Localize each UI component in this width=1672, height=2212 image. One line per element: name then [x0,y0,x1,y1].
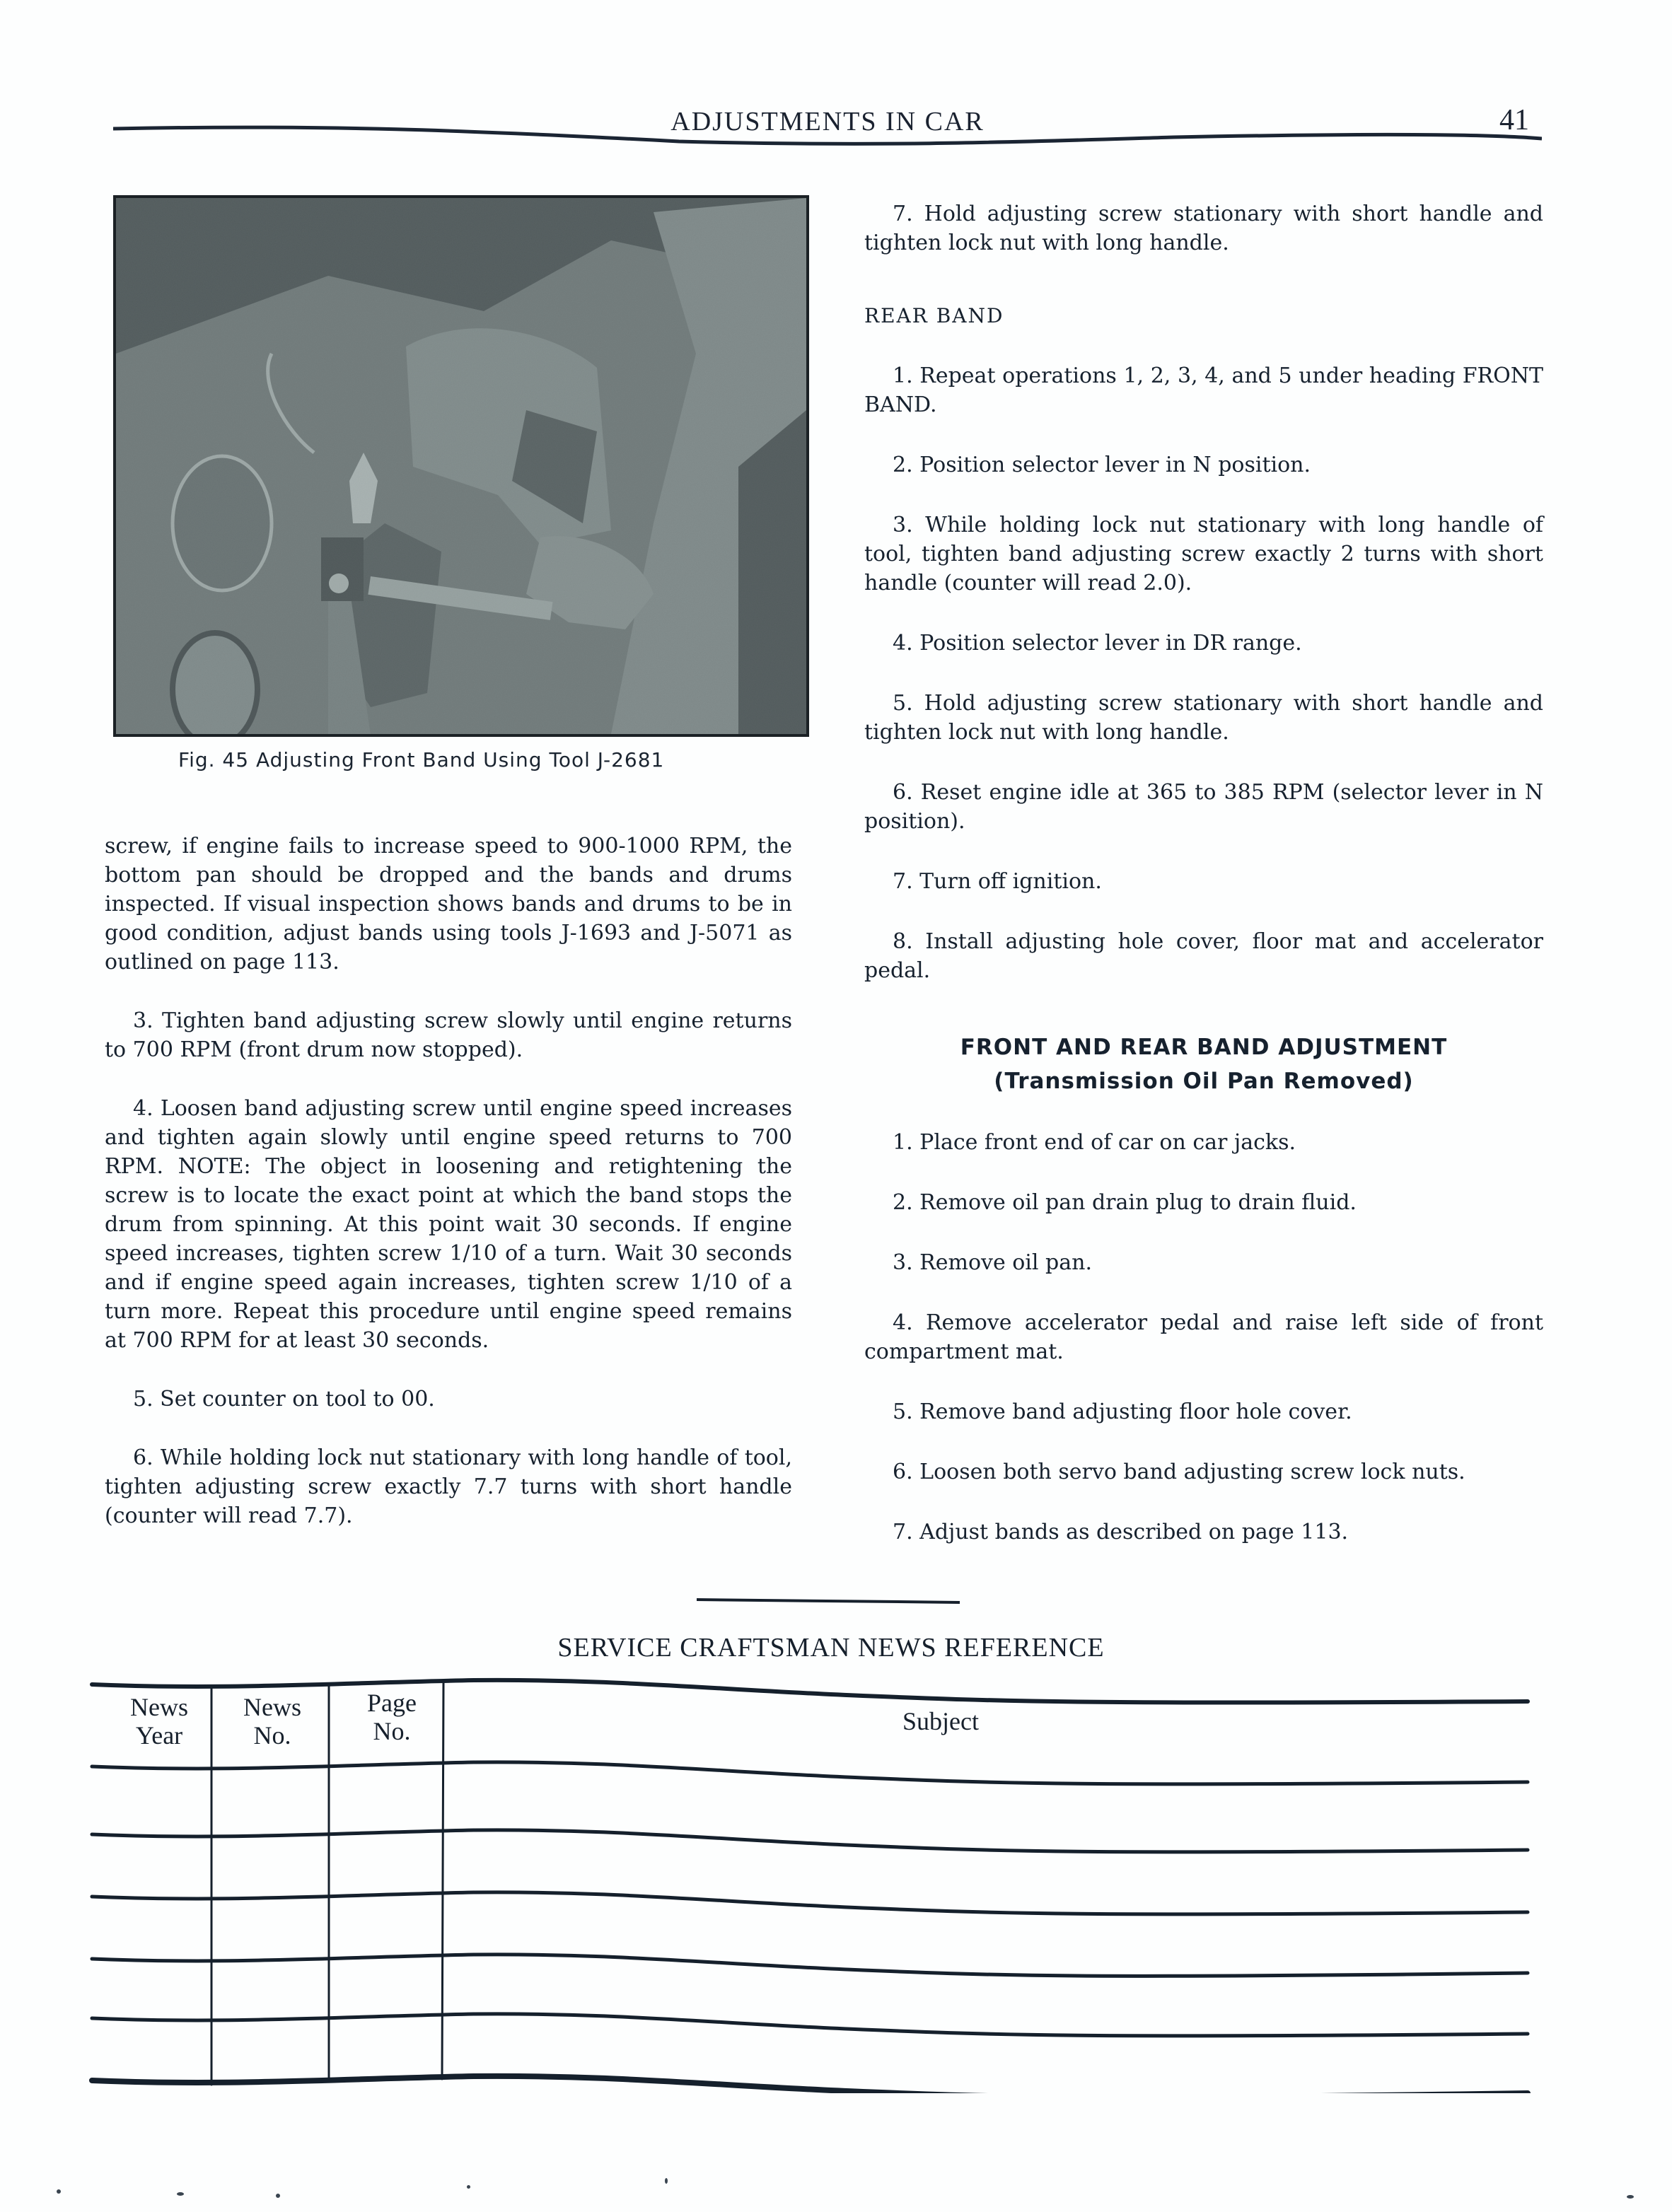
rear-band-step-6: 6. Reset engine idle at 365 to 385 RPM (selector lever in N position). [864,780,1543,834]
scan-speck [276,2194,280,2198]
scan-speck [177,2192,184,2196]
column-header-news-no: News No. [243,1693,301,1750]
header-rule [113,120,1542,149]
rear-band-step-4: 4. Position selector lever in DR range. [893,631,1302,656]
front-band-step-3: 3. Tighten band adjusting screw slowly until engine returns to 700 RPM (front drum now stopped). [105,1008,792,1062]
column-header-news-year: News Year [130,1693,188,1750]
scan-speck [57,2189,61,2194]
rear-band-step-1: 1. Repeat operations 1, 2, 3, 4, and 5 under heading FRONT BAND. [864,363,1543,417]
section-subheading: (Transmission Oil Pan Removed) [994,1069,1414,1094]
front-band-step-6: 6. While holding lock nut stationary with long handle of tool, tighten adjusting screw exactly 7.7 turns with short handle (counter will read 7.7). [105,1445,792,1528]
figure-caption: Fig. 45 Adjusting Front Band Using Tool J-2681 [178,748,665,772]
scan-speck [467,2185,470,2189]
reference-table-title: SERVICE CRAFTSMAN NEWS REFERENCE [557,1633,1105,1663]
adjustment-step-2: 2. Remove oil pan drain plug to drain fluid. [893,1190,1357,1215]
table-row-rule [92,2014,1528,2036]
adjustment-step-1: 1. Place front end of car on car jacks. [893,1130,1296,1155]
continuation-paragraph: screw, if engine fails to increase speed to 900-1000 RPM, the bottom pan should be dropped and the bands and drums inspected. If visual inspection shows bands and drums to be in good condition, adjust bands using tools J-1693 and J-5071 as outlined on page 113. [105,834,792,974]
adjustment-step-4: 4. Remove accelerator pedal and raise left side of front compartment mat. [864,1310,1543,1364]
running-title: ADJUSTMENTS IN CAR [670,107,985,136]
table-row-rule [92,1892,1528,1914]
right-column [864,199,1543,1547]
rear-band-step-5: 5. Hold adjusting screw stationary with short handle and tighten lock nut with long handle. [864,691,1543,745]
table-row-rule [92,1955,1528,1977]
table-bottom-rule [92,2076,1528,2093]
photo-illustration [116,198,806,734]
page-number: 41 [1499,104,1529,136]
scan-speck [1627,2195,1634,2199]
front-band-step-5: 5. Set counter on tool to 00. [133,1387,435,1411]
rear-band-step-8: 8. Install adjusting hole cover, floor mat and accelerator pedal. [864,929,1543,983]
table-row-rule [92,1830,1528,1852]
left-column [105,832,792,1530]
adjustment-step-5: 5. Remove band adjusting floor hole cover. [893,1399,1352,1424]
column-header-page-no: Page No. [367,1689,417,1745]
figure-photo [113,195,809,737]
table-header-rule [92,1762,1528,1784]
front-band-step-7: 7. Hold adjusting screw stationary with short handle and tighten lock nut with long handle. [864,202,1543,255]
column-header-subject: Subject [902,1707,979,1735]
section-divider [697,1598,960,1604]
adjustment-step-7: 7. Adjust bands as described on page 113. [893,1520,1349,1544]
section-heading: FRONT AND REAR BAND ADJUSTMENT [960,1035,1448,1060]
rear-band-heading: REAR BAND [864,304,1004,327]
scan-speck [665,2178,668,2184]
front-band-step-4: 4. Loosen band adjusting screw until engine speed increases and tighten again slowly until engine speed returns to 700 RPM. NOTE: The object in loosening and retightening the screw is to locate the exact point at which the band stops the drum from spinning. At this point wait 30 seconds. If engine speed increases, tighten screw 1/10 of a turn. Wait 30 seconds and if engine speed again increases, tighten screw 1/10 of a turn more. Repeat this procedure until engine speed remains at 700 RPM for at least 30 seconds. [105,1096,792,1353]
adjustment-step-6: 6. Loosen both servo band adjusting screw lock nuts. [893,1460,1465,1484]
rear-band-step-3: 3. While holding lock nut stationary with long handle of tool, tighten band adjusting screw exactly 2 turns with short handle (counter will read 2.0). [864,513,1543,595]
adjustment-step-3: 3. Remove oil pan. [893,1250,1092,1275]
rear-band-step-2: 2. Position selector lever in N position. [893,453,1311,477]
rear-band-step-7: 7. Turn off ignition. [893,869,1102,894]
